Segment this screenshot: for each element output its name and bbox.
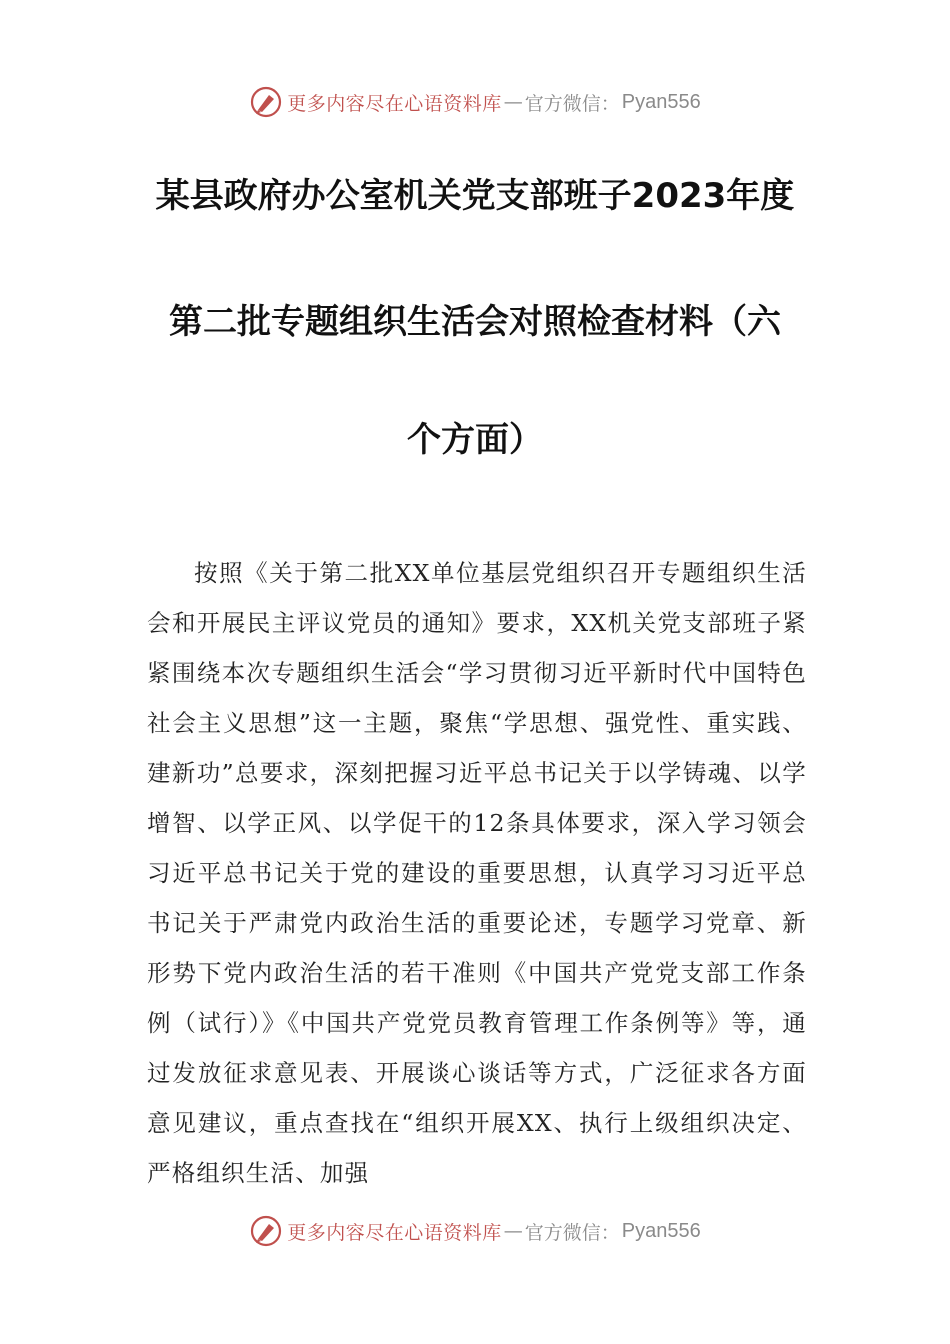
document-body <box>147 548 807 1198</box>
header-separator: — <box>503 91 523 113</box>
footer-wechat-id: Pyan556 <box>621 1219 701 1242</box>
title-line-3: 个方面） <box>407 420 543 460</box>
title-line-1: 某县政府办公室机关党支部班子2023年度 <box>155 176 795 216</box>
header-banner <box>0 82 950 122</box>
header-wechat-label: 官方微信： <box>524 92 620 115</box>
pen-nib-logo-icon <box>249 85 283 119</box>
footer-wechat-label: 官方微信： <box>524 1221 620 1244</box>
header-wechat-id: Pyan556 <box>621 90 701 113</box>
header-site-text: 更多内容尽在心语资料库 <box>287 92 502 115</box>
pen-nib-logo-icon <box>249 1214 283 1248</box>
footer-site-text: 更多内容尽在心语资料库 <box>287 1221 502 1244</box>
title-line-2: 第二批专题组织生活会对照检查材料（六 <box>169 302 781 342</box>
body-paragraph: 按照《关于第二批XX单位基层党组织召开专题组织生活会和开展民主评议党员的通知》要求，XX机关党支部班子紧紧围绕本次专题组织生活会“学习贯彻习近平新时代中国特色社会主义思想”这一主题，聚焦“学思想、强党性、重实践、建新功”总要求，深刻把握习近平总书记关于以学铸魂、以学增智、以学正风、以学促干的12条具体要求，深入学习领会习近平总书记关于党的建设的重要思想，认真学习习近平总书记关于严肃党内政治生活的重要论述，专题学习党章、新形势下党内政治生活的若干准则《中国共产党党支部工作条例（试行）》《中国共产党党员教育管理工作条例等》等，通过发放征求意见表、开展谈心谈话等方式，广泛征求各方面意见建议，重点查找在“组织开展XX、执行上级组织决定、严格组织生活、加强 <box>147 559 807 1187</box>
footer-separator: — <box>503 1220 523 1242</box>
footer-banner <box>0 1211 950 1251</box>
